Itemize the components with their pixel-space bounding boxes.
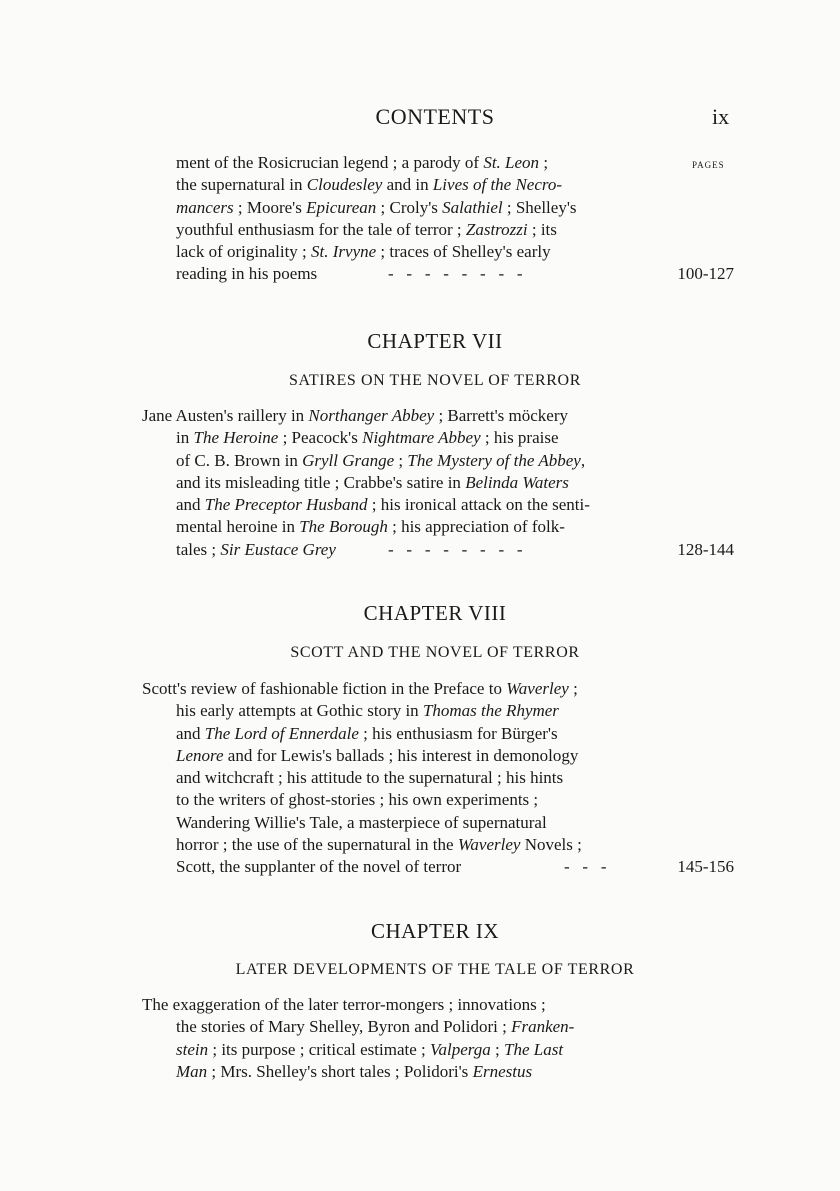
text-line: Scott's review of fashionable fiction in the Preface to Waverley ;	[142, 679, 578, 698]
text-line: mancers ; Moore's Epicurean ; Croly's Salathiel ; Shelley's	[176, 197, 577, 217]
text-line: Man ; Mrs. Shelley's short tales ; Polidori's Ernestus	[176, 1061, 533, 1081]
text-line: lack of originality ; St. Irvyne ; traces of Shelley's early	[176, 242, 551, 262]
text-line: and The Preceptor Husband ; his ironical attack on the senti-	[176, 495, 590, 515]
text-line: and its misleading title ; Crabbe's satire in Belinda Waters	[176, 472, 569, 492]
leader-dots: - - -	[564, 857, 607, 877]
page-number: ix	[712, 104, 730, 129]
pages-column-label: PAGES	[692, 160, 725, 170]
text-line: stein ; its purpose ; critical estimate ; Valperga ; The Last	[176, 1039, 564, 1059]
text-line: and witchcraft ; his attitude to the supernatural ; his hints	[176, 768, 564, 788]
chapter-7-subtitle: SATIRES ON THE NOVEL OF TERROR	[289, 372, 581, 389]
text-line: reading in his poems - - - - - - - - 100-127	[176, 263, 734, 285]
page-header	[0, 104, 840, 134]
text-line: the stories of Mary Shelley, Byron and Polidori ; Franken-	[176, 1017, 575, 1037]
text-line: tales ; Sir Eustace Grey - - - - - - - - 128-144	[176, 539, 734, 561]
text-line: his early attempts at Gothic story in Thomas the Rhymer	[176, 701, 559, 721]
chapter9-summary	[142, 994, 734, 1083]
text-line: and The Lord of Ennerdale ; his enthusiasm for Bürger's	[176, 723, 558, 743]
chapter-7-title: CHAPTER VII	[367, 329, 503, 353]
text-line: youthful enthusiasm for the tale of terror ; Zastrozzi ; its	[176, 219, 557, 239]
text-line: Jane Austen's raillery in Northanger Abbey ; Barrett's möckery	[142, 406, 569, 425]
text-line: to the writers of ghost-stories ; his own experiments ;	[176, 790, 539, 810]
text-line: of C. B. Brown in Gryll Grange ; The Mystery of the Abbey,	[176, 450, 586, 470]
text-line: Wandering Willie's Tale, a masterpiece of supernatural	[176, 812, 547, 832]
page-range: 128-144	[677, 539, 734, 559]
chapter-8-title: CHAPTER VIII	[363, 601, 507, 625]
page-title: CONTENTS	[375, 104, 495, 129]
leader-dots: - - - - - - - -	[388, 264, 523, 284]
text-line: The exaggeration of the later terror-mongers ; innovations ;	[142, 995, 546, 1014]
page-range: 100-127	[677, 264, 734, 284]
text-line: Scott, the supplanter of the novel of terror - - - 145-156	[176, 856, 734, 878]
text-line: horror ; the use of the supernatural in the Waverley Novels ;	[176, 835, 582, 855]
chapter-9-subtitle: LATER DEVELOPMENTS OF THE TALE OF TERROR	[235, 961, 635, 978]
leader-dots: - - - - - - - -	[388, 539, 523, 559]
chapter8-summary	[142, 678, 734, 879]
chapter7-summary	[142, 405, 734, 561]
text-line: ment of the Rosicrucian legend ; a parody of St. Leon ;	[176, 153, 549, 172]
chapter-9-title: CHAPTER IX	[370, 919, 500, 943]
text-line: mental heroine in The Borough ; his appreciation of folk-	[176, 517, 565, 537]
page-range: 145-156	[677, 857, 734, 877]
text-line: the supernatural in Cloudesley and in Lives of the Necro-	[176, 175, 563, 195]
chapter-8-subtitle: SCOTT AND THE NOVEL OF TERROR	[290, 644, 580, 661]
text-line: in The Heroine ; Peacock's Nightmare Abbey ; his praise	[176, 428, 559, 448]
text-line: Lenore and for Lewis's ballads ; his interest in demonology	[176, 745, 579, 765]
